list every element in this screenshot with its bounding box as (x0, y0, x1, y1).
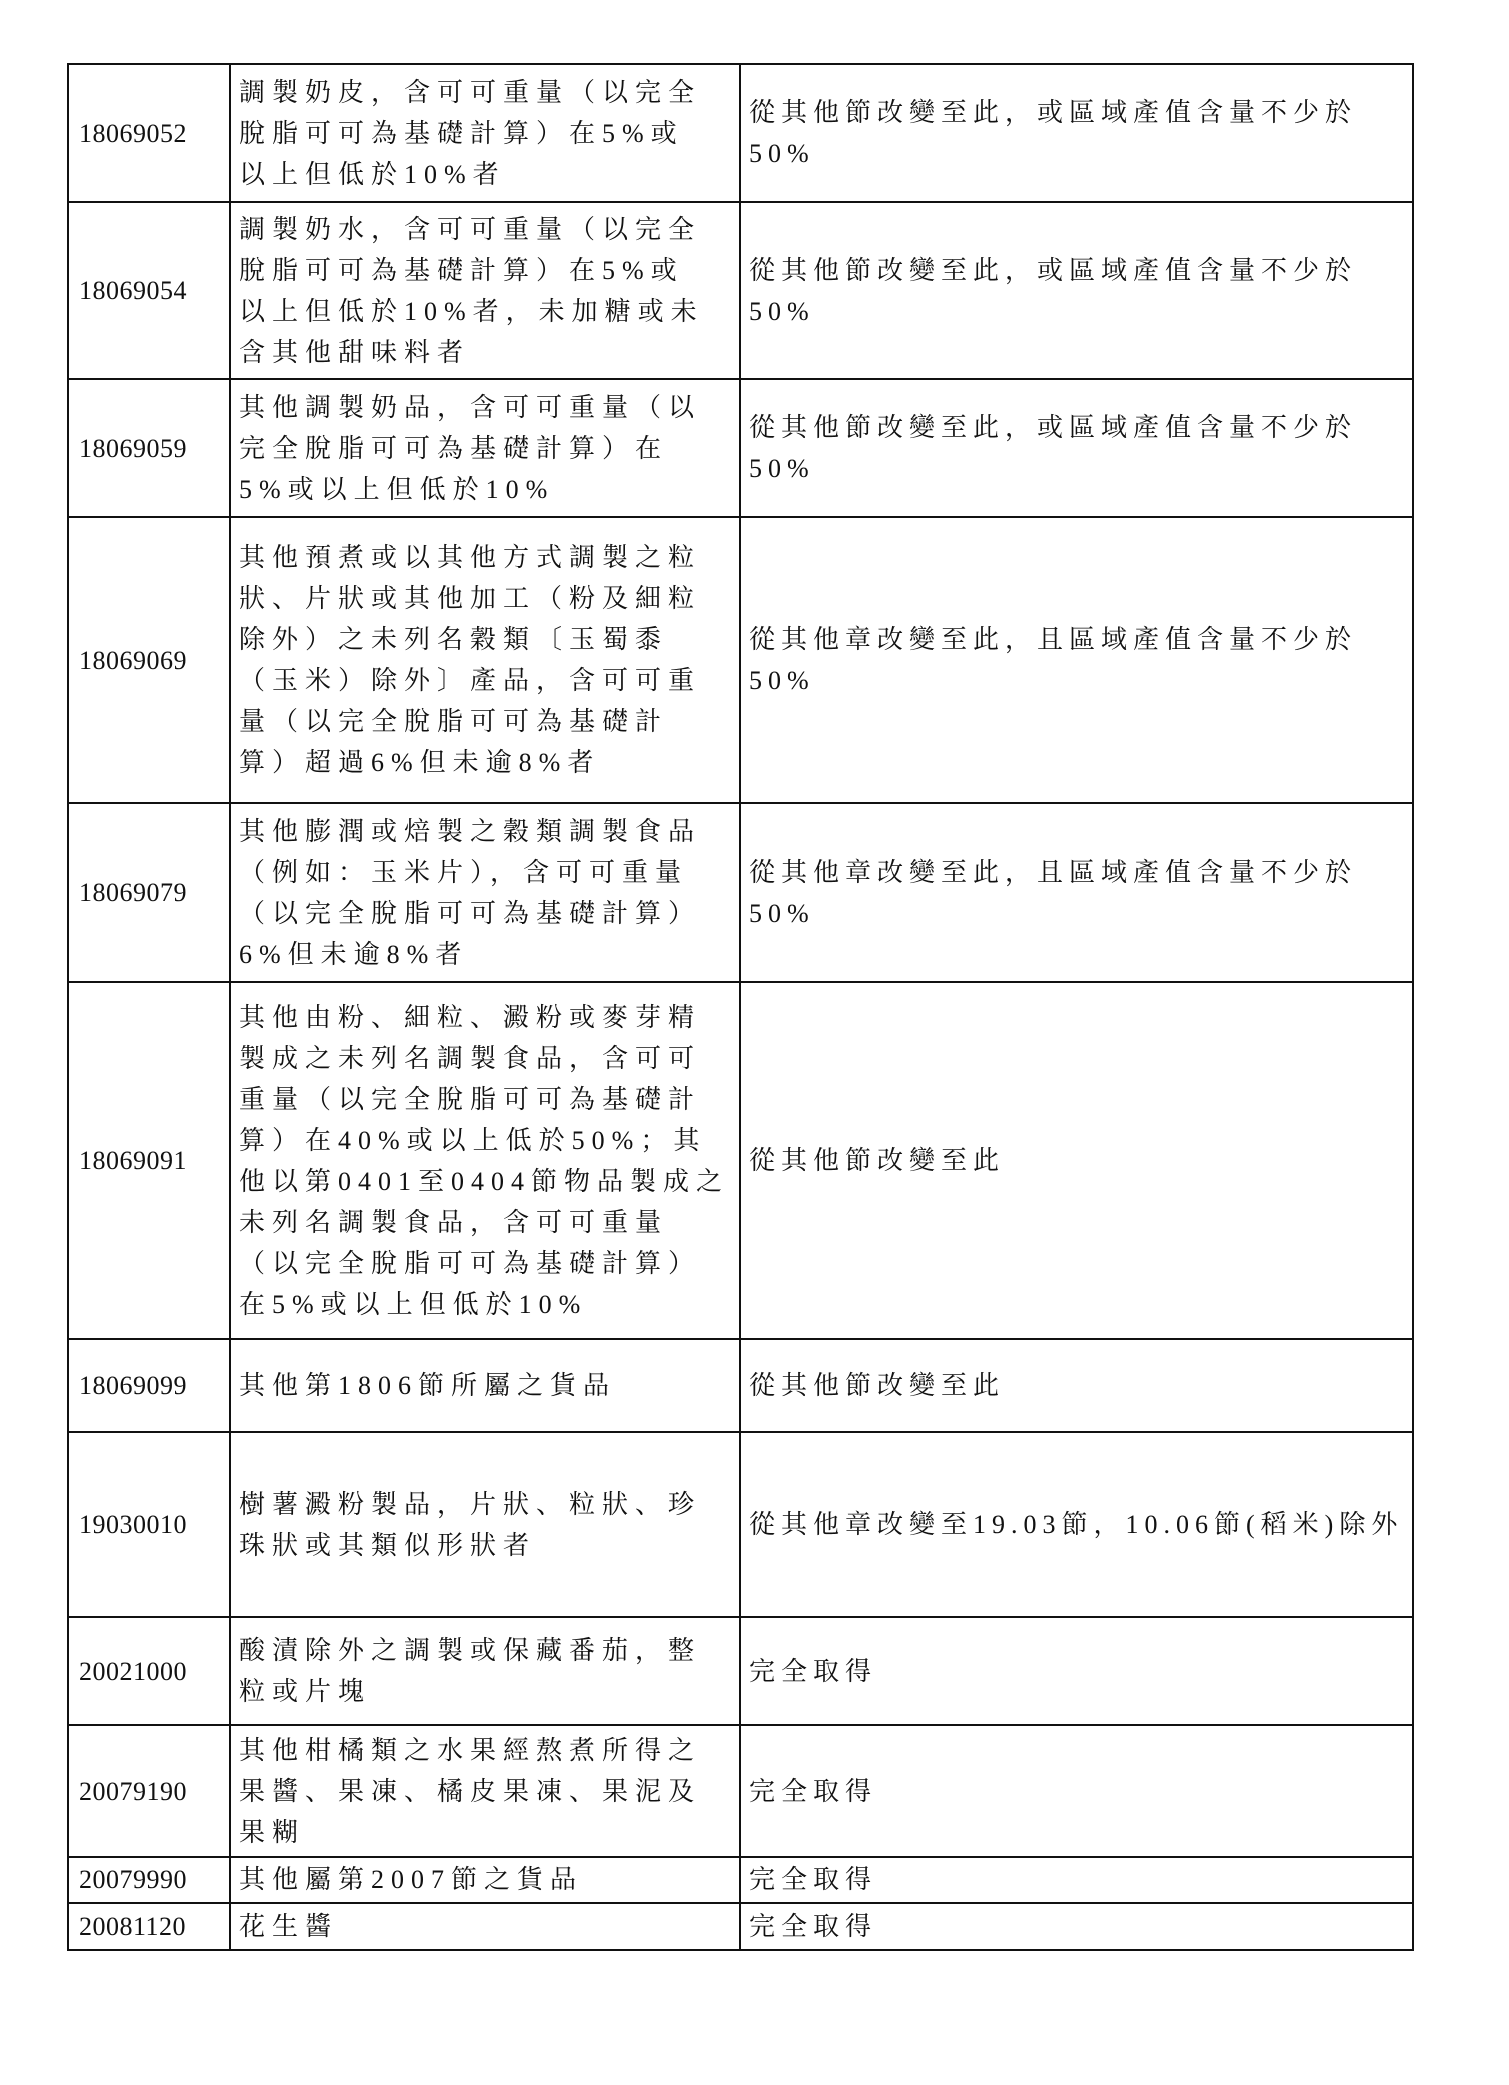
description-cell: 樹薯澱粉製品，片狀、粒狀、珍 珠狀或其類似形狀者 (230, 1432, 740, 1617)
table-row (68, 64, 1413, 202)
description-cell: 調製奶水，含可可重量（以完全 脫脂可可為基礎計算）在5%或 以上但低於10%者，未加糖或未 含其他甜味料者 (230, 202, 740, 379)
description-cell: 酸漬除外之調製或保藏番茄，整 粒或片塊 (230, 1617, 740, 1725)
hs-code-cell: 18069054 (68, 202, 230, 379)
hs-code-cell: 18069079 (68, 803, 230, 982)
origin-rule-cell: 從其他節改變至此 (740, 1339, 1413, 1432)
table-row (68, 1617, 1413, 1725)
description-cell: 花生醬 (230, 1903, 740, 1950)
hs-code-cell: 18069052 (68, 64, 230, 202)
table-row (68, 1903, 1413, 1950)
description-cell: 其他柑橘類之水果經熬煮所得之 果醬、果凍、橘皮果凍、果泥及 果糊 (230, 1725, 740, 1857)
origin-rule-cell: 從其他章改變至此，且區域產值含量不少於 50% (740, 803, 1413, 982)
table-row (68, 1432, 1413, 1617)
hs-code-cell: 18069091 (68, 982, 230, 1339)
origin-rule-cell: 從其他節改變至此，或區域產值含量不少於 50% (740, 64, 1413, 202)
description-cell: 其他預煮或以其他方式調製之粒 狀、片狀或其他加工（粉及細粒 除外）之未列名穀類〔玉蜀黍 （玉米）除外〕產品，含可可重 量（以完全脫脂可可為基礎計 算）超過6%但未逾8%者 (230, 517, 740, 803)
description-cell: 其他調製奶品，含可可重量（以 完全脫脂可可為基礎計算）在 5%或以上但低於10% (230, 379, 740, 517)
rules-of-origin-table (67, 63, 1414, 1951)
origin-rule-cell: 從其他章改變至此，且區域產值含量不少於 50% (740, 517, 1413, 803)
table-row (68, 803, 1413, 982)
table-row (68, 379, 1413, 517)
origin-rule-cell: 從其他章改變至19.03節，10.06節(稻米)除外 (740, 1432, 1413, 1617)
hs-code-cell: 18069069 (68, 517, 230, 803)
origin-rule-cell: 從其他節改變至此，或區域產值含量不少於 50% (740, 379, 1413, 517)
description-cell: 其他屬第2007節之貨品 (230, 1857, 740, 1903)
table-row (68, 202, 1413, 379)
origin-rule-cell: 完全取得 (740, 1903, 1413, 1950)
hs-code-cell: 20079190 (68, 1725, 230, 1857)
table-row (68, 1339, 1413, 1432)
origin-rule-cell: 從其他節改變至此 (740, 982, 1413, 1339)
description-cell: 其他第1806節所屬之貨品 (230, 1339, 740, 1432)
origin-rule-cell: 從其他節改變至此，或區域產值含量不少於 50% (740, 202, 1413, 379)
hs-code-cell: 19030010 (68, 1432, 230, 1617)
table-row (68, 1725, 1413, 1857)
table-row (68, 517, 1413, 803)
hs-code-cell: 20079990 (68, 1857, 230, 1903)
description-cell: 其他膨潤或焙製之穀類調製食品 （例如：玉米片），含可可重量 （以完全脫脂可可為基礎計算） 6%但未逾8%者 (230, 803, 740, 982)
origin-rule-cell: 完全取得 (740, 1725, 1413, 1857)
table-row (68, 982, 1413, 1339)
hs-code-cell: 20021000 (68, 1617, 230, 1725)
description-cell: 其他由粉、細粒、澱粉或麥芽精 製成之未列名調製食品，含可可 重量（以完全脫脂可可為基礎計 算）在40%或以上低於50%；其 他以第0401至0404節物品製成之 未列名調製食品，含可可重量 （以完全脫脂可可為基礎計算） 在5%或以上但低於10% (230, 982, 740, 1339)
origin-rule-cell: 完全取得 (740, 1617, 1413, 1725)
hs-code-cell: 20081120 (68, 1903, 230, 1950)
hs-code-cell: 18069059 (68, 379, 230, 517)
origin-rule-cell: 完全取得 (740, 1857, 1413, 1903)
hs-code-cell: 18069099 (68, 1339, 230, 1432)
table-row (68, 1857, 1413, 1903)
description-cell: 調製奶皮，含可可重量（以完全 脫脂可可為基礎計算）在5%或 以上但低於10%者 (230, 64, 740, 202)
